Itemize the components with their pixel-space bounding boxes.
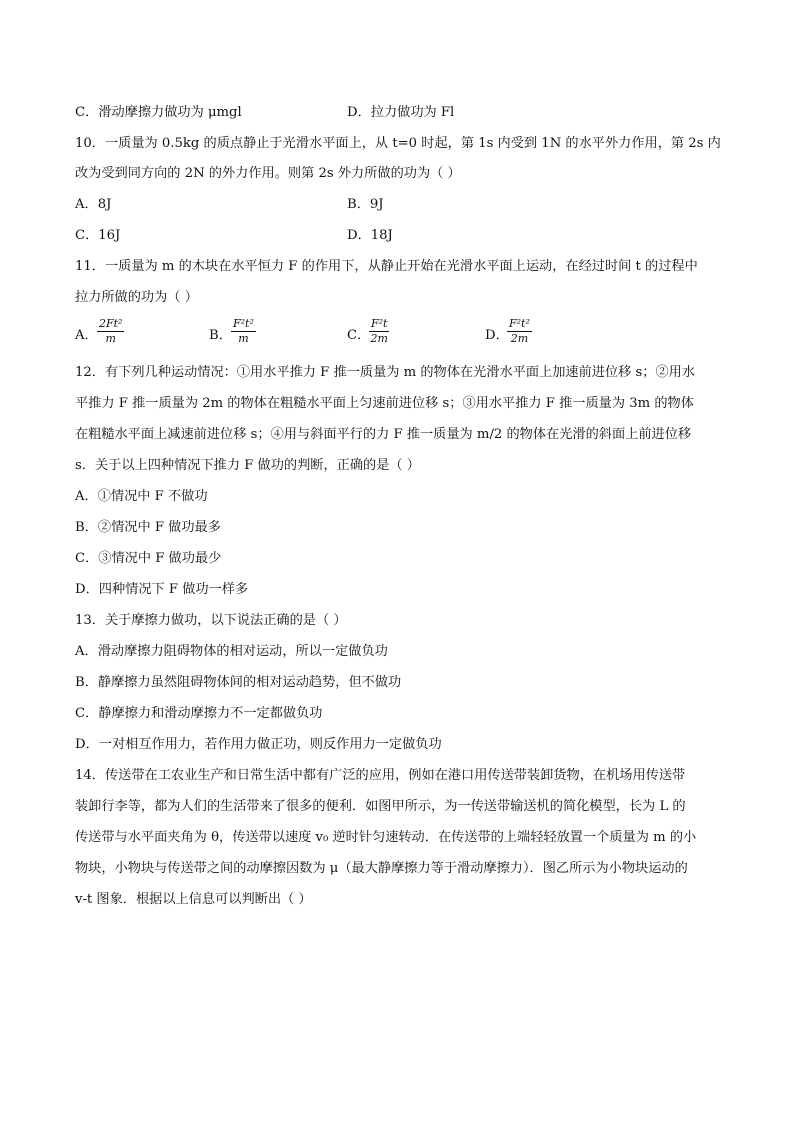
q14-stem-line-1: 14．传送带在工农业生产和日常生活中都有广泛的应用，例如在港口用传送带装卸货物，在机场用传送带 <box>75 768 686 783</box>
q11-option-c-numerator: F²t <box>371 317 388 330</box>
q10-stem-line-2: 改为受到同方向的 2N 的外力作用。则第 2s 外力所做的功为（ ） <box>75 166 461 181</box>
q12-option-b: B．②情况中 F 做功最多 <box>75 520 221 535</box>
q11-stem-line-1: 11．一质量为 m 的木块在水平恒力 F 的作用下，从静止开始在光滑水平面上运动，在经过时间 t 的过程中 <box>75 259 698 274</box>
q13-option-a: A．滑动摩擦力阻碍物体的相对运动，所以一定做负功 <box>75 644 388 659</box>
q14-stem-line-2: 装卸行李等，都为人们的生活带来了很多的便利．如图甲所示，为一传送带输送机的简化模型，长为 L 的 <box>75 799 686 814</box>
q10-option-a: A．8J <box>75 197 112 212</box>
q11-option-a-denominator: m <box>105 332 116 345</box>
q9-option-c: C．滑动摩擦力做功为 μmgl <box>75 105 242 120</box>
q13-option-d: D．一对相互作用力，若作用力做正功，则反作用力一定做负功 <box>75 737 442 752</box>
q10-option-d: D．18J <box>347 228 393 243</box>
q11-option-c-denominator: 2m <box>370 332 388 345</box>
q10-option-b: B．9J <box>347 197 384 212</box>
q12-stem-line-1: 12．有下列几种运动情况：①用水平推力 F 推一质量为 m 的物体在光滑水平面上加速前进位移 s；②用水 <box>75 365 696 380</box>
q14-stem-line-3: 传送带与水平面夹角为 θ，传送带以速度 v₀ 逆时针匀速转动．在传送带的上端轻轻放置一个质量为 m 的小 <box>75 830 697 845</box>
q11-option-a-label: A． <box>75 328 98 343</box>
q11-option-c-label: C． <box>347 328 371 343</box>
q12-stem-line-2: 平推力 F 推一质量为 2m 的物体在粗糙水平面上匀速前进位移 s；③用水平推力 F 推一质量为 3m 的物体 <box>75 396 694 411</box>
q12-option-d: D．四种情况下 F 做功一样多 <box>75 582 249 597</box>
q11-option-a-fraction <box>97 318 124 345</box>
q11-option-d-denominator: 2m <box>510 332 529 345</box>
q12-option-c: C．③情况中 F 做功最少 <box>75 551 222 566</box>
q11-option-b-denominator: m <box>238 332 249 345</box>
q11-option-a-numerator: 2Ft² <box>99 317 123 330</box>
q12-stem-line-4: s．关于以上四种情况下推力 F 做功的判断，正确的是（ ） <box>75 458 420 473</box>
q14-stem-line-5: v-t 图象．根据以上信息可以判断出（ ） <box>75 892 312 907</box>
q11-option-b-fraction <box>231 318 256 345</box>
q12-stem-line-3: 在粗糙水平面上减速前进位移 s；④用与斜面平行的力 F 推一质量为 m/2 的物体在光滑的斜面上前进位移 <box>75 427 692 442</box>
q13-option-c: C．静摩擦力和滑动摩擦力不一定都做负功 <box>75 706 323 721</box>
q13-stem: 13．关于摩擦力做功，以下说法正确的是（ ） <box>75 613 347 628</box>
q11-option-d-numerator: F²t² <box>509 317 530 330</box>
q11-option-d-fraction <box>507 318 532 345</box>
q12-option-a: A．①情况中 F 不做功 <box>75 489 208 504</box>
q11-option-d-label: D． <box>485 328 509 343</box>
q11-option-c-fraction <box>369 318 389 345</box>
q11-option-b-numerator: F²t² <box>233 317 254 330</box>
q10-option-c: C．16J <box>75 228 121 243</box>
q11-stem-line-2: 拉力所做的功为（ ） <box>75 290 198 305</box>
q14-stem-line-4: 物块，小物块与传送带之间的动摩擦因数为 μ（最大静摩擦力等于滑动摩擦力）．图乙所示为小物块运动的 <box>75 861 688 876</box>
q11-option-b-label: B． <box>209 328 232 343</box>
q9-option-d: D．拉力做功为 Fl <box>347 105 455 120</box>
q13-option-b: B．静摩擦力虽然阻碍物体间的相对运动趋势，但不做功 <box>75 675 402 690</box>
q10-stem-line-1: 10．一质量为 0.5kg 的质点静止于光滑水平面上，从 t=0 时起，第 1s 内受到 1N 的水平外力作用，第 2s 内 <box>75 136 721 151</box>
